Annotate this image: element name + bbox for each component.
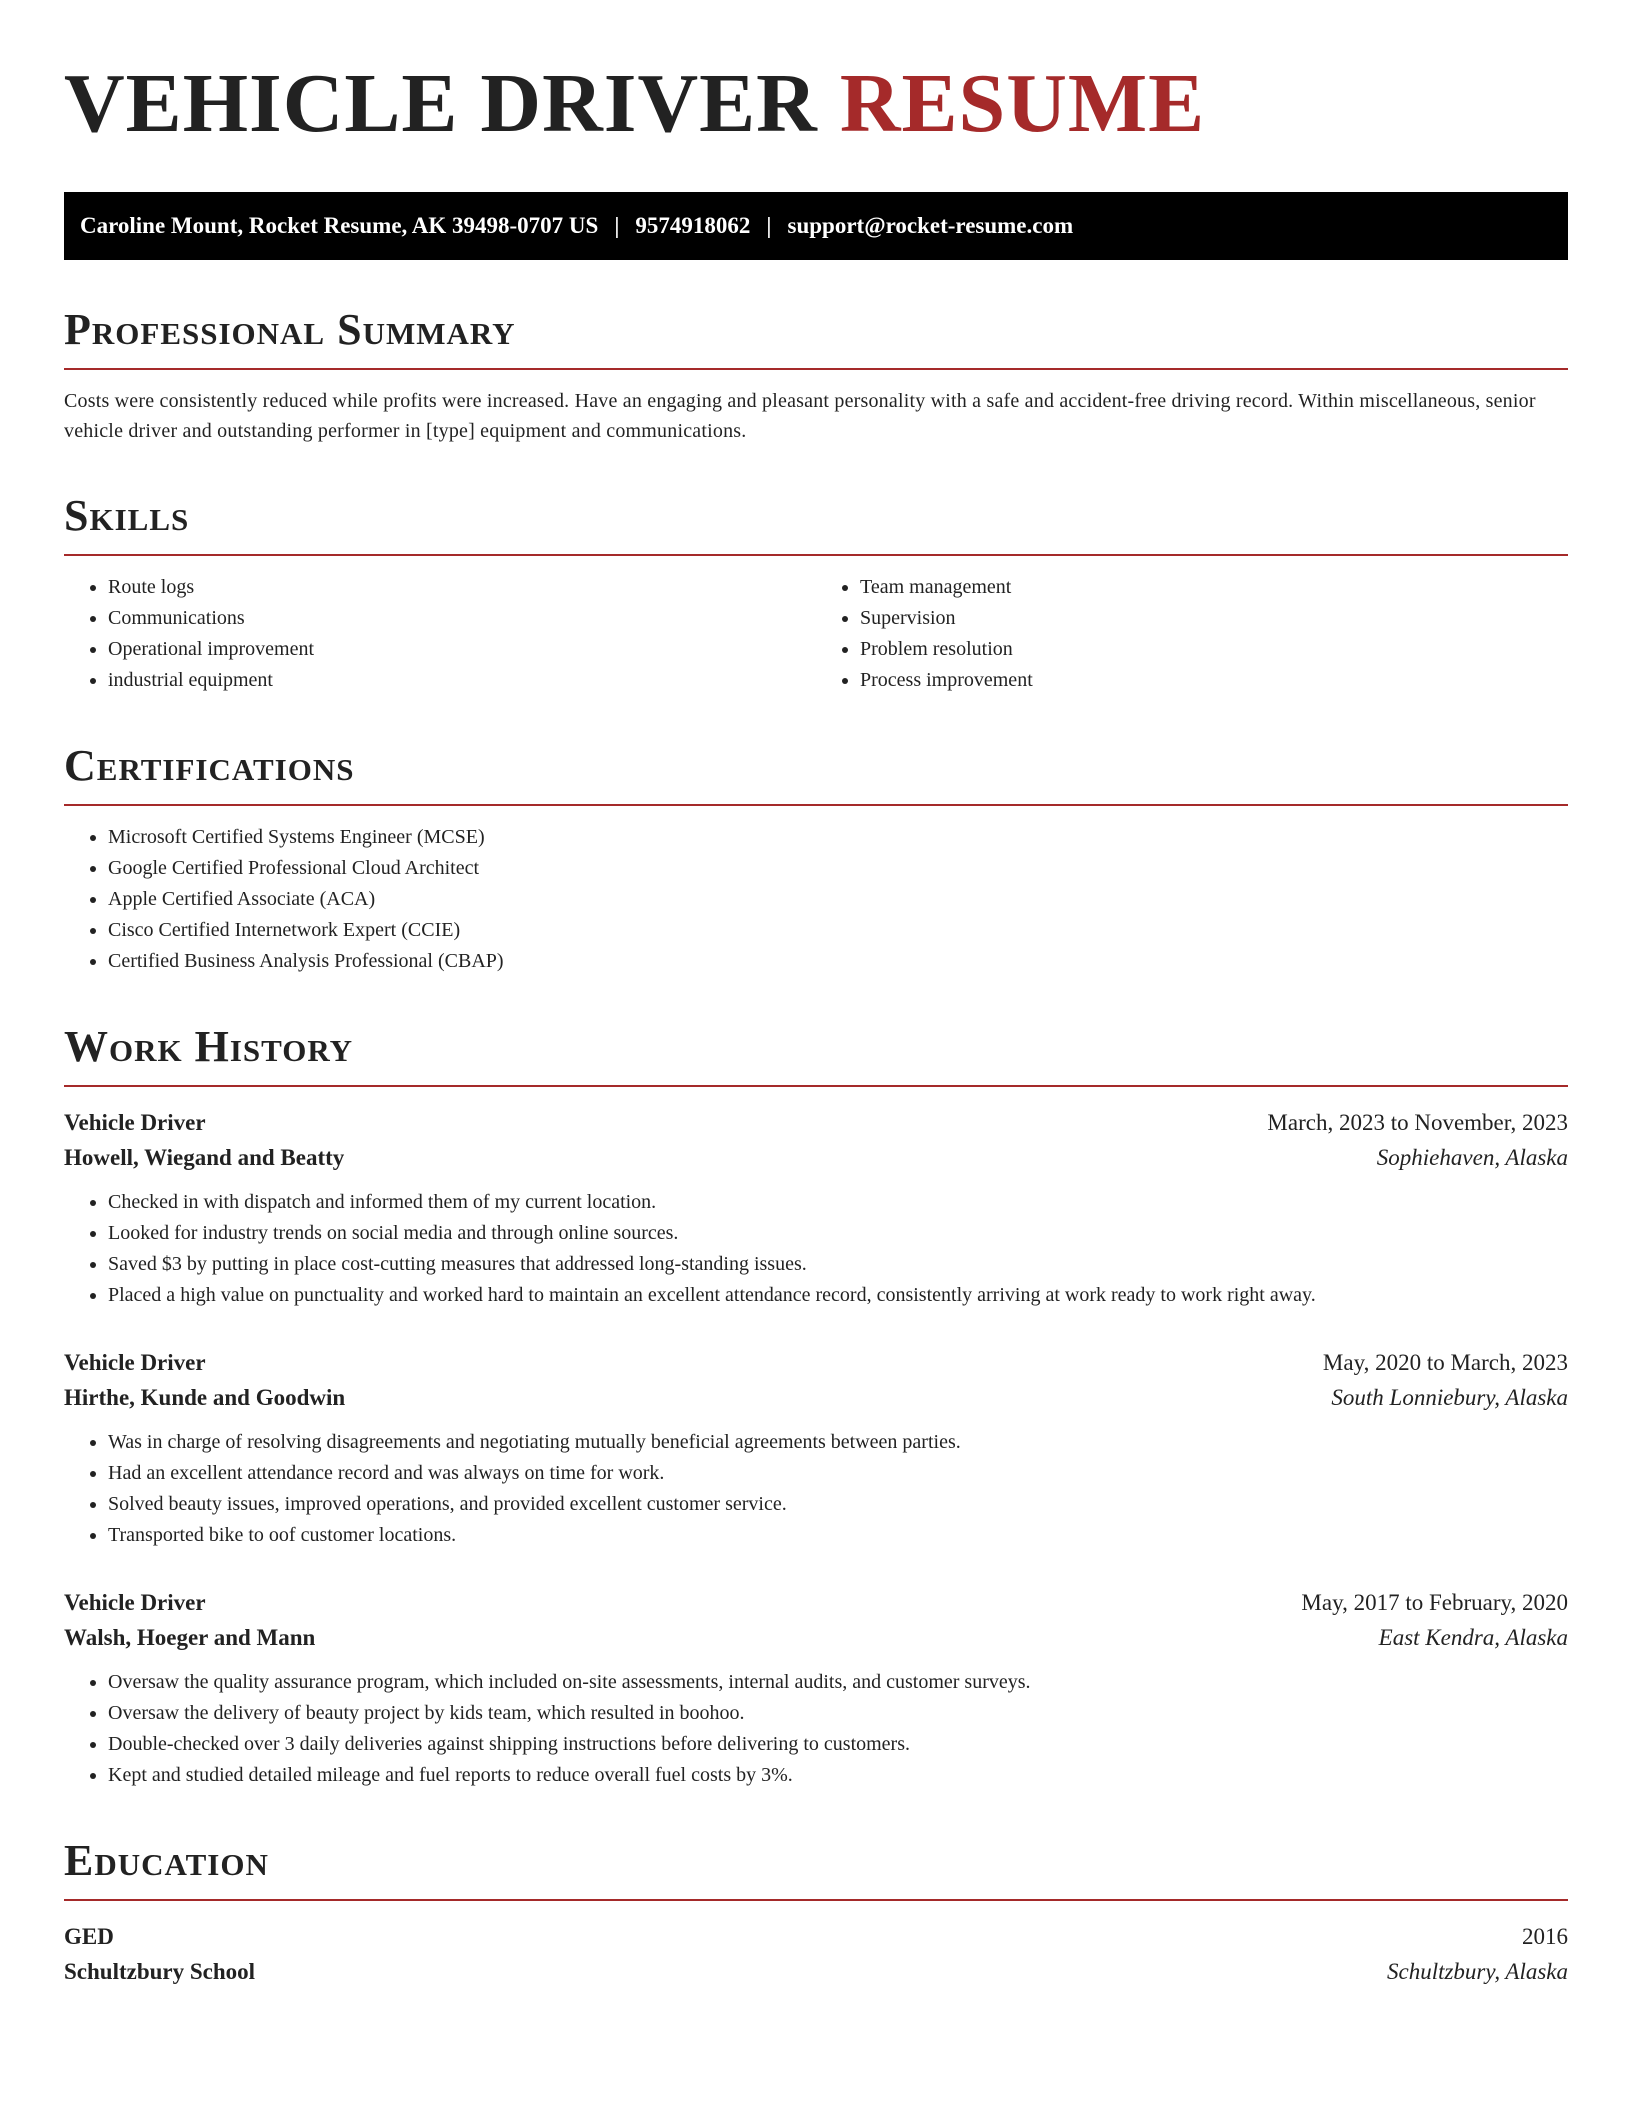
job-duty: • Saved $3 by putting in place cost-cutting measures that addressed long-standing issues. [108, 1249, 1568, 1280]
job-dates: May, 2017 to February, 2020 [1301, 1590, 1568, 1615]
certification-item: • Cisco Certified Internetwork Expert (CCIE) [108, 915, 1568, 946]
skills-grid [64, 556, 1568, 696]
job-header-row [64, 1105, 1568, 1140]
skill-item: • Communications [108, 603, 816, 634]
skill-item: • Supervision [860, 603, 1568, 634]
education-degree: GED [64, 1924, 114, 1949]
job-dates: May, 2020 to March, 2023 [1322, 1350, 1568, 1375]
job-duty: • Had an excellent attendance record and was always on time for work. [108, 1458, 1568, 1489]
job-duty: • Looked for industry trends on social media and through online sources. [108, 1218, 1568, 1249]
certifications-section [64, 740, 1568, 977]
education-entry [64, 1919, 1568, 1989]
skill-item: • Process improvement [860, 665, 1568, 696]
work-history-heading: Work History [64, 1021, 1568, 1087]
education-heading: Education [64, 1835, 1568, 1901]
job-dates: March, 2023 to November, 2023 [1267, 1110, 1568, 1135]
contact-phone: 9574918062 [635, 213, 751, 238]
job-duty: • Oversaw the quality assurance program, which included on-site assessments, internal audits, and customer surveys. [108, 1667, 1568, 1698]
job-title: Vehicle Driver [64, 1350, 206, 1375]
job-company-row [64, 1620, 1568, 1655]
job-duty: • Checked in with dispatch and informed them of my current location. [108, 1187, 1568, 1218]
skill-item: • Route logs [108, 572, 816, 603]
job-title: Vehicle Driver [64, 1110, 206, 1135]
job-company: Walsh, Hoeger and Mann [64, 1625, 316, 1650]
summary-section [64, 304, 1568, 446]
job-company: Hirthe, Kunde and Goodwin [64, 1385, 346, 1410]
job-duties-list [64, 1427, 1568, 1551]
education-location: Schultzbury, Alaska [1386, 1959, 1568, 1984]
job-duty: • Solved beauty issues, improved operations, and provided excellent customer service. [108, 1489, 1568, 1520]
contact-separator: | [614, 213, 620, 238]
education-school-row [64, 1954, 1568, 1989]
certifications-list [64, 822, 1568, 977]
job-duty: • Double-checked over 3 daily deliveries against shipping instructions before delivering to customers. [108, 1729, 1568, 1760]
job-location: Sophiehaven, Alaska [1376, 1145, 1568, 1170]
job-entry [64, 1585, 1568, 1791]
education-degree-row [64, 1919, 1568, 1954]
contact-separator: | [766, 213, 772, 238]
contact-address: Caroline Mount, Rocket Resume, AK 39498-0707 US [80, 213, 599, 238]
education-section [64, 1835, 1568, 1989]
skills-section [64, 490, 1568, 696]
certification-item: • Apple Certified Associate (ACA) [108, 884, 1568, 915]
certification-item: • Certified Business Analysis Professional (CBAP) [108, 946, 1568, 977]
skill-item: • industrial equipment [108, 665, 816, 696]
contact-email: support@rocket-resume.com [787, 213, 1074, 238]
job-header-row [64, 1345, 1568, 1380]
job-company-row [64, 1380, 1568, 1415]
job-entry [64, 1105, 1568, 1311]
title-main: VEHICLE DRIVER [64, 57, 818, 150]
skill-item: • Team management [860, 572, 1568, 603]
skills-list-right [816, 572, 1568, 696]
skill-item: • Operational improvement [108, 634, 816, 665]
title-accent: RESUME [839, 57, 1206, 150]
job-duties-list [64, 1187, 1568, 1311]
job-duty: • Transported bike to oof customer locations. [108, 1520, 1568, 1551]
job-company: Howell, Wiegand and Beatty [64, 1145, 345, 1170]
job-duty: • Oversaw the delivery of beauty project by kids team, which resulted in boohoo. [108, 1698, 1568, 1729]
job-duty: • Kept and studied detailed mileage and fuel reports to reduce overall fuel costs by 3%. [108, 1760, 1568, 1791]
certification-item: • Microsoft Certified Systems Engineer (MCSE) [108, 822, 1568, 853]
job-title: Vehicle Driver [64, 1590, 206, 1615]
job-duty: • Placed a high value on punctuality and worked hard to maintain an excellent attendance record, consistently arriving at work ready to work right away. [108, 1280, 1568, 1311]
job-company-row [64, 1140, 1568, 1175]
job-entry [64, 1345, 1568, 1551]
job-location: South Lonniebury, Alaska [1331, 1385, 1568, 1410]
job-location: East Kendra, Alaska [1378, 1625, 1568, 1650]
summary-heading: Professional Summary [64, 304, 1568, 370]
certifications-heading: Certifications [64, 740, 1568, 806]
summary-text: Costs were consistently reduced while profits were increased. Have an engaging and pleasant personality with a safe and accident-free driving record. Within miscellaneous, senior vehicle driver and outstanding performer in [type] equipment and communications. [64, 390, 1536, 442]
certification-item: • Google Certified Professional Cloud Architect [108, 853, 1568, 884]
job-duty: • Was in charge of resolving disagreements and negotiating mutually beneficial agreements between parties. [108, 1427, 1568, 1458]
education-school: Schultzbury School [64, 1959, 256, 1984]
job-duties-list [64, 1667, 1568, 1791]
work-history-section [64, 1021, 1568, 1791]
education-year: 2016 [1522, 1924, 1568, 1949]
skills-list-left [64, 572, 816, 696]
contact-bar [64, 192, 1568, 260]
job-header-row [64, 1585, 1568, 1620]
skills-heading: Skills [64, 490, 1568, 556]
skill-item: • Problem resolution [860, 634, 1568, 665]
document-title [64, 56, 1568, 152]
